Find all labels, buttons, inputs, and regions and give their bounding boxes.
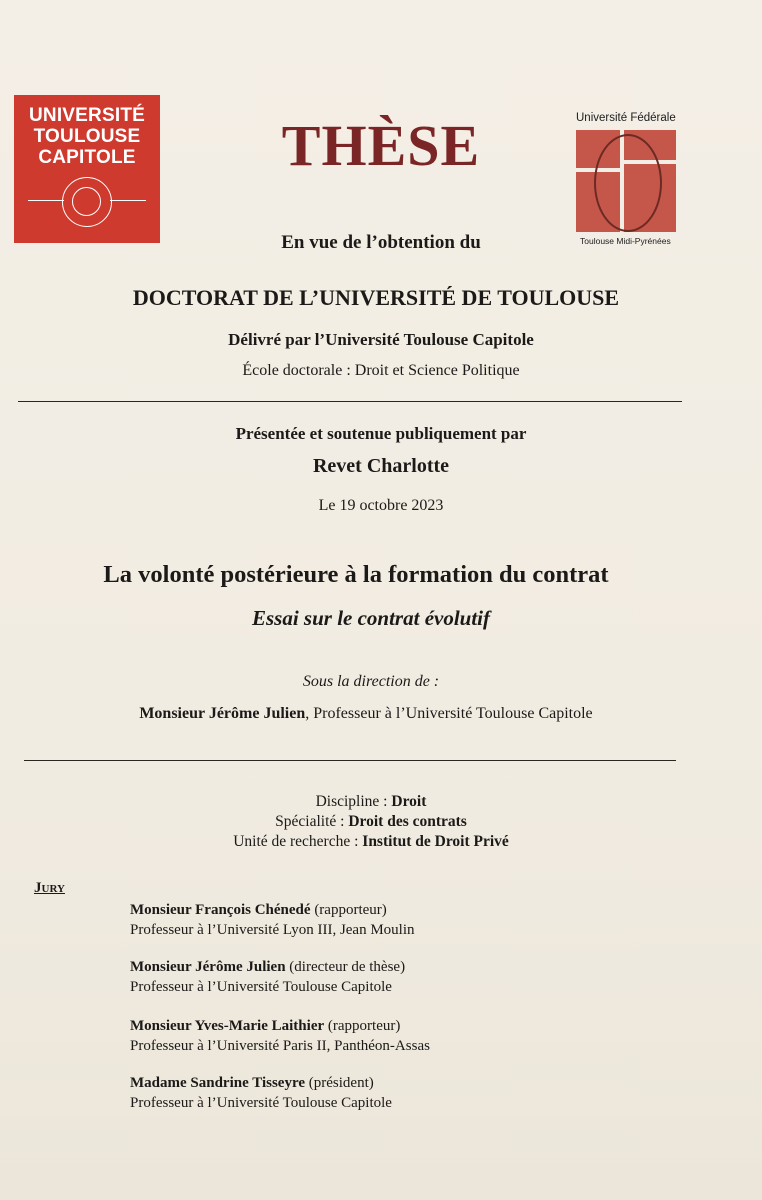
- jury-member-role: (rapporteur): [310, 902, 387, 918]
- jury-member-name: Monsieur Jérôme Julien: [130, 959, 286, 975]
- author-name: Revet Charlotte: [312, 455, 450, 477]
- jury-member-role: (directeur de thèse): [285, 959, 406, 975]
- jury-member-role: (président): [305, 1075, 374, 1091]
- director-line: [0, 705, 762, 723]
- seal-icon: [62, 177, 112, 227]
- direction-label: Sous la direction de :: [302, 673, 440, 690]
- discipline-line: [0, 792, 762, 812]
- logo-left-line-2: TOULOUSE: [33, 126, 141, 147]
- thesis-title: La volonté postérieure à la formation du contrat: [103, 561, 609, 588]
- divider-bottom: [24, 760, 676, 761]
- jury-member-name: Monsieur François Chénedé: [130, 902, 311, 918]
- jury-member: [130, 900, 415, 940]
- specialty-line: [0, 812, 762, 832]
- jury-member-role: (rapporteur): [324, 1018, 401, 1034]
- presented-by-label: Présentée et soutenue publiquement par: [235, 424, 527, 443]
- defense-date: Le 19 octobre 2023: [318, 497, 444, 514]
- research-unit-line: [0, 832, 762, 852]
- jury-member-affiliation: Professeur à l’Université Toulouse Capitole: [130, 1095, 392, 1111]
- logo-left-line-1: UNIVERSITÉ: [28, 105, 146, 126]
- research-unit-label: Unité de recherche :: [233, 833, 363, 850]
- discipline-value: Droit: [391, 793, 427, 810]
- specialty-value: Droit des contrats: [348, 813, 467, 830]
- seal-bar-right: [110, 200, 146, 201]
- jury-member: [130, 1073, 392, 1113]
- jury-member-name: Madame Sandrine Tisseyre: [130, 1075, 306, 1091]
- logo-right-subtitle: Toulouse Midi-Pyrénées: [580, 236, 671, 246]
- doctoral-school: École doctorale : Droit et Science Politique: [242, 362, 520, 379]
- thesis-subtitle: Essai sur le contrat évolutif: [251, 606, 491, 630]
- jury-member-affiliation: Professeur à l’Université Toulouse Capitole: [130, 979, 392, 995]
- delivered-by: Délivré par l’Université Toulouse Capitole: [228, 330, 534, 349]
- degree-title: DOCTORAT DE L’UNIVERSITÉ DE TOULOUSE: [132, 285, 620, 310]
- logo-left-line-3: CAPITOLE: [38, 147, 136, 168]
- jury-heading: Jury: [34, 880, 65, 896]
- logo-right-title: Université Fédérale: [576, 112, 676, 124]
- specialty-label: Spécialité :: [275, 813, 349, 830]
- director-role: , Professeur à l’Université Toulouse Capitole: [305, 705, 593, 722]
- divider-top: [18, 401, 682, 402]
- jury-member: [130, 1016, 430, 1056]
- jury-member: [130, 957, 405, 997]
- discipline-label: Discipline :: [315, 793, 392, 810]
- obtention-line: En vue de l’obtention du: [281, 232, 481, 253]
- jury-member-affiliation: Professeur à l’Université Paris II, Panthéon-Assas: [130, 1038, 430, 1054]
- director-name: Monsieur Jérôme Julien: [139, 705, 306, 722]
- seal-bar-left: [28, 200, 64, 201]
- document-title: THÈSE: [281, 113, 481, 178]
- research-unit-value: Institut de Droit Privé: [362, 833, 509, 850]
- jury-member-affiliation: Professeur à l’Université Lyon III, Jean Moulin: [130, 922, 415, 938]
- discipline-block: [0, 792, 762, 852]
- jury-member-name: Monsieur Yves-Marie Laithier: [130, 1018, 325, 1034]
